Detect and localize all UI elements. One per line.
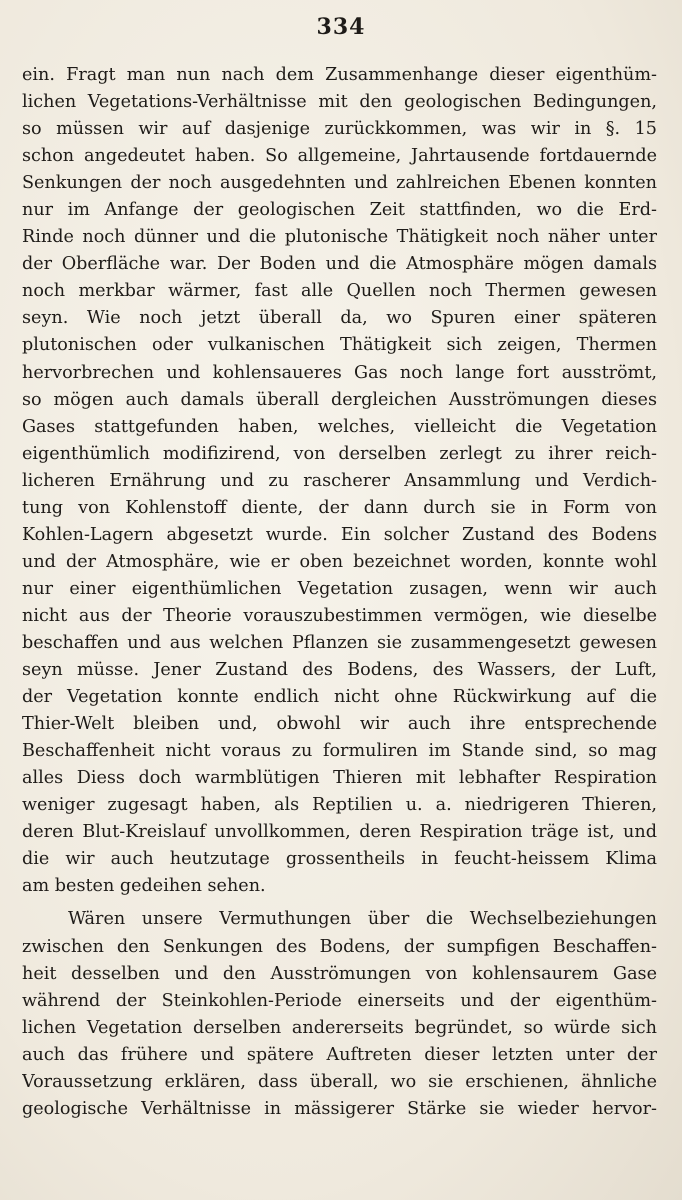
text-line: so müssen wir auf dasjenige zurückkommen, was wir in §. 15 [22, 119, 657, 140]
text-line: während der Steinkohlen-Periode einerseits und der eigenthüm- [22, 990, 657, 1011]
text-line: lichen Vegetations-Verhältnisse mit den geologischen Bedingungen, [22, 92, 657, 113]
page-number: 334 [316, 14, 366, 40]
text-line: beschaffen und aus welchen Pflanzen sie zusammengesetzt gewesen [22, 632, 657, 653]
text-line: auch das frühere und spätere Auftreten dieser letzten unter der [22, 1044, 657, 1065]
text-line: nur einer eigenthümlichen Vegetation zusagen, wenn wir auch [22, 578, 657, 599]
text-line: seyn müsse. Jener Zustand des Bodens, des Wassers, der Luft, [22, 660, 657, 681]
text-line: der Vegetation konnte endlich nicht ohne Rückwirkung auf die [22, 687, 657, 708]
text-line: geologische Verhältnisse in mässigerer Stärke sie wieder hervor- [22, 1098, 657, 1119]
text-line: am besten gedeihen sehen. [22, 876, 266, 897]
text-line: und der Atmosphäre, wie er oben bezeichnet worden, konnte wohl [22, 551, 657, 572]
text-line: deren Blut-Kreislauf unvollkommen, deren Respiration träge ist, und [22, 822, 657, 843]
text-line: Wären unsere Vermuthungen über die Wechselbeziehungen [68, 909, 657, 930]
text-line: Senkungen der noch ausgedehnten und zahlreichen Ebenen konnten [22, 173, 657, 194]
text-line: Thier-Welt bleiben und, obwohl wir auch ihre entsprechende [22, 714, 657, 735]
text-line: heit desselben und den Ausströmungen von kohlensaurem Gase [22, 963, 657, 984]
text-line: plutonischen oder vulkanischen Thätigkeit sich zeigen, Thermen [22, 335, 657, 356]
text-line: Rinde noch dünner und die plutonische Thätigkeit noch näher unter [22, 227, 657, 248]
text-line: weniger zugesagt haben, als Reptilien u. a. niedrigeren Thieren, [22, 795, 657, 816]
text-line: nur im Anfange der geologischen Zeit stattfinden, wo die Erd- [22, 200, 657, 221]
text-line: der Oberfläche war. Der Boden und die Atmosphäre mögen damals [22, 254, 657, 275]
text-line: ein. Fragt man nun nach dem Zusammenhange dieser eigenthüm- [22, 65, 657, 85]
text-line: seyn. Wie noch jetzt überall da, wo Spuren einer späteren [22, 308, 657, 329]
text-line: Voraussetzung erklären, dass überall, wo sie erschienen, ähnliche [22, 1071, 657, 1092]
text-line: tung von Kohlenstoff diente, der dann durch sie in Form von [22, 497, 657, 518]
text-line: Gases stattgefunden haben, welches, vielleicht die Vegetation [22, 416, 657, 437]
paragraph-1 [22, 62, 657, 900]
text-line: so mögen auch damals überall dergleichen Ausströmungen dieses [22, 389, 657, 410]
text-line: lichen Vegetation derselben andererseits begründet, so würde sich [22, 1017, 657, 1038]
text-line: eigenthümlich modifizirend, von derselben zerlegt zu ihrer reich- [22, 443, 657, 464]
text-line: licheren Ernährung und zu rascherer Ansammlung und Verdich- [22, 470, 657, 491]
text-line: nicht aus der Theorie vorauszubestimmen vermögen, wie dieselbe [22, 605, 657, 626]
text-line: die wir auch heutzutage grossentheils in feucht-heissem Klima [22, 849, 657, 870]
text-line: Kohlen-Lagern abgesetzt wurde. Ein solcher Zustand des Bodens [22, 524, 657, 545]
paragraph-2 [22, 906, 657, 1122]
text-line: Beschaffenheit nicht voraus zu formuliren im Stande sind, so mag [22, 741, 657, 762]
text-line: alles Diess doch warmblütigen Thieren mit lebhafter Respiration [22, 768, 657, 789]
text-line: zwischen den Senkungen des Bodens, der sumpfigen Beschaffen- [22, 936, 657, 957]
body-text [22, 62, 657, 1123]
text-line: noch merkbar wärmer, fast alle Quellen noch Thermen gewesen [22, 281, 657, 302]
text-line: hervorbrechen und kohlensaueres Gas noch lange fort ausströmt, [22, 362, 657, 383]
text-line: schon angedeutet haben. So allgemeine, Jahrtausende fortdauernde [22, 146, 657, 167]
